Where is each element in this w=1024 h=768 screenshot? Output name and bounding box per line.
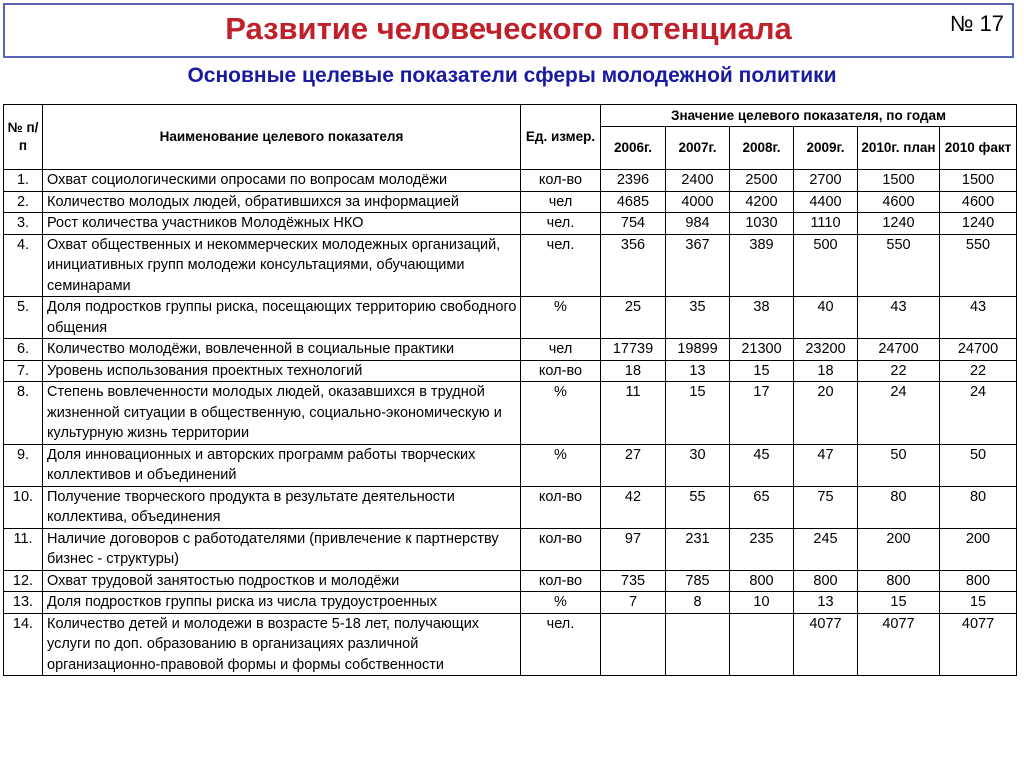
indicator-name: Рост количества участников Молодёжных НКО: [43, 213, 521, 235]
value-cell: 2400: [666, 170, 730, 192]
value-cell: 50: [940, 444, 1017, 486]
indicator-name: Уровень использования проектных технологий: [43, 360, 521, 382]
value-cell: 1240: [940, 213, 1017, 235]
value-cell: 47: [794, 444, 858, 486]
value-cell: 18: [601, 360, 666, 382]
value-cell: [730, 613, 794, 676]
header-values-group: Значение целевого показателя, по годам: [601, 105, 1017, 127]
row-number: 3.: [4, 213, 43, 235]
value-cell: 17739: [601, 339, 666, 361]
value-cell: 17: [730, 382, 794, 445]
header-name: Наименование целевого показателя: [43, 105, 521, 170]
header-year: 2006г.: [601, 127, 666, 170]
row-number: 14.: [4, 613, 43, 676]
value-cell: 24: [858, 382, 940, 445]
header-year: 2009г.: [794, 127, 858, 170]
indicators-table: [3, 104, 1017, 676]
value-cell: 24700: [940, 339, 1017, 361]
unit-cell: %: [521, 382, 601, 445]
table-row: [4, 592, 1017, 614]
value-cell: 500: [794, 234, 858, 297]
value-cell: 245: [794, 528, 858, 570]
indicator-name: Количество молодых людей, обратившихся за информацией: [43, 191, 521, 213]
table-row: [4, 486, 1017, 528]
value-cell: 754: [601, 213, 666, 235]
header-unit: Ед. измер.: [521, 105, 601, 170]
table-row: [4, 234, 1017, 297]
unit-cell: чел.: [521, 213, 601, 235]
value-cell: 2396: [601, 170, 666, 192]
value-cell: 97: [601, 528, 666, 570]
value-cell: 200: [940, 528, 1017, 570]
row-number: 11.: [4, 528, 43, 570]
value-cell: 13: [666, 360, 730, 382]
value-cell: 15: [730, 360, 794, 382]
value-cell: 367: [666, 234, 730, 297]
unit-cell: кол-во: [521, 486, 601, 528]
value-cell: 4600: [858, 191, 940, 213]
value-cell: 356: [601, 234, 666, 297]
indicator-name: Охват общественных и некоммерческих молодежных организаций, инициативных групп молодежи консультациями, обучающими семинарами: [43, 234, 521, 297]
table-row: [4, 613, 1017, 676]
value-cell: 40: [794, 297, 858, 339]
value-cell: 45: [730, 444, 794, 486]
row-number: 8.: [4, 382, 43, 445]
row-number: 2.: [4, 191, 43, 213]
value-cell: 24: [940, 382, 1017, 445]
value-cell: 231: [666, 528, 730, 570]
row-number: 9.: [4, 444, 43, 486]
indicator-name: Доля подростков группы риска, посещающих территорию свободного общения: [43, 297, 521, 339]
page-subtitle: Основные целевые показатели сферы молодежной политики: [187, 64, 837, 87]
value-cell: 4000: [666, 191, 730, 213]
table-row: [4, 297, 1017, 339]
value-cell: 15: [666, 382, 730, 445]
unit-cell: чел: [521, 339, 601, 361]
value-cell: 4077: [858, 613, 940, 676]
value-cell: 20: [794, 382, 858, 445]
value-cell: 25: [601, 297, 666, 339]
value-cell: 4600: [940, 191, 1017, 213]
value-cell: 43: [858, 297, 940, 339]
value-cell: 800: [794, 570, 858, 592]
header-year: 2010г. план: [858, 127, 940, 170]
row-number: 6.: [4, 339, 43, 361]
header-year: 2010 факт: [940, 127, 1017, 170]
row-number: 12.: [4, 570, 43, 592]
table-row: [4, 339, 1017, 361]
value-cell: 38: [730, 297, 794, 339]
unit-cell: %: [521, 444, 601, 486]
value-cell: 200: [858, 528, 940, 570]
value-cell: 19899: [666, 339, 730, 361]
value-cell: 4200: [730, 191, 794, 213]
value-cell: 800: [858, 570, 940, 592]
unit-cell: кол-во: [521, 360, 601, 382]
value-cell: 4077: [794, 613, 858, 676]
row-number: 13.: [4, 592, 43, 614]
value-cell: 785: [666, 570, 730, 592]
unit-cell: чел.: [521, 234, 601, 297]
value-cell: [601, 613, 666, 676]
indicator-name: Степень вовлеченности молодых людей, оказавшихся в трудной жизненной ситуации в общественную, социально-экономическую и культурную жизнь территории: [43, 382, 521, 445]
value-cell: 80: [940, 486, 1017, 528]
value-cell: 35: [666, 297, 730, 339]
value-cell: 7: [601, 592, 666, 614]
value-cell: 389: [730, 234, 794, 297]
value-cell: 22: [858, 360, 940, 382]
table-row: [4, 528, 1017, 570]
value-cell: 800: [940, 570, 1017, 592]
value-cell: 50: [858, 444, 940, 486]
value-cell: 15: [940, 592, 1017, 614]
unit-cell: кол-во: [521, 570, 601, 592]
header-year: 2008г.: [730, 127, 794, 170]
value-cell: 21300: [730, 339, 794, 361]
value-cell: 4400: [794, 191, 858, 213]
value-cell: 2700: [794, 170, 858, 192]
unit-cell: чел.: [521, 613, 601, 676]
value-cell: 4077: [940, 613, 1017, 676]
value-cell: 18: [794, 360, 858, 382]
value-cell: 550: [940, 234, 1017, 297]
table-row: [4, 382, 1017, 445]
value-cell: 43: [940, 297, 1017, 339]
value-cell: 2500: [730, 170, 794, 192]
header-year: 2007г.: [666, 127, 730, 170]
header-num: № п/п: [4, 105, 43, 170]
value-cell: 23200: [794, 339, 858, 361]
value-cell: 800: [730, 570, 794, 592]
indicator-name: Получение творческого продукта в результате деятельности коллектива, объединения: [43, 486, 521, 528]
title-frame: [3, 3, 1014, 58]
table-row: [4, 360, 1017, 382]
value-cell: 65: [730, 486, 794, 528]
table-row: [4, 170, 1017, 192]
value-cell: 1500: [940, 170, 1017, 192]
unit-cell: чел: [521, 191, 601, 213]
value-cell: 1240: [858, 213, 940, 235]
value-cell: 55: [666, 486, 730, 528]
indicator-name: Доля подростков группы риска из числа трудоустроенных: [43, 592, 521, 614]
value-cell: 235: [730, 528, 794, 570]
value-cell: 13: [794, 592, 858, 614]
value-cell: 1030: [730, 213, 794, 235]
row-number: 5.: [4, 297, 43, 339]
value-cell: 24700: [858, 339, 940, 361]
value-cell: [666, 613, 730, 676]
unit-cell: кол-во: [521, 528, 601, 570]
value-cell: 8: [666, 592, 730, 614]
table-row: [4, 444, 1017, 486]
value-cell: 10: [730, 592, 794, 614]
page-title: Развитие человеческого потенциала: [225, 11, 792, 46]
value-cell: 735: [601, 570, 666, 592]
value-cell: 4685: [601, 191, 666, 213]
unit-cell: кол-во: [521, 170, 601, 192]
value-cell: 75: [794, 486, 858, 528]
unit-cell: %: [521, 592, 601, 614]
indicator-name: Охват социологическими опросами по вопросам молодёжи: [43, 170, 521, 192]
row-number: 1.: [4, 170, 43, 192]
row-number: 10.: [4, 486, 43, 528]
indicator-name: Охват трудовой занятостью подростков и молодёжи: [43, 570, 521, 592]
row-number: 4.: [4, 234, 43, 297]
value-cell: 42: [601, 486, 666, 528]
table-row: [4, 570, 1017, 592]
indicator-name: Количество детей и молодежи в возрасте 5-18 лет, получающих услуги по доп. образованию в организациях различной организационно-правовой формы и формы собственности: [43, 613, 521, 676]
value-cell: 1110: [794, 213, 858, 235]
value-cell: 27: [601, 444, 666, 486]
indicator-name: Доля инновационных и авторских программ работы творческих коллективов и объединений: [43, 444, 521, 486]
value-cell: 30: [666, 444, 730, 486]
indicator-name: Наличие договоров с работодателями (привлечение к партнерству бизнес - структуры): [43, 528, 521, 570]
row-number: 7.: [4, 360, 43, 382]
table-row: [4, 213, 1017, 235]
value-cell: 80: [858, 486, 940, 528]
value-cell: 22: [940, 360, 1017, 382]
value-cell: 550: [858, 234, 940, 297]
value-cell: 1500: [858, 170, 940, 192]
value-cell: 984: [666, 213, 730, 235]
indicator-name: Количество молодёжи, вовлеченной в социальные практики: [43, 339, 521, 361]
table-row: [4, 191, 1017, 213]
value-cell: 15: [858, 592, 940, 614]
unit-cell: %: [521, 297, 601, 339]
slide-number: № 17: [949, 11, 1004, 36]
value-cell: 11: [601, 382, 666, 445]
